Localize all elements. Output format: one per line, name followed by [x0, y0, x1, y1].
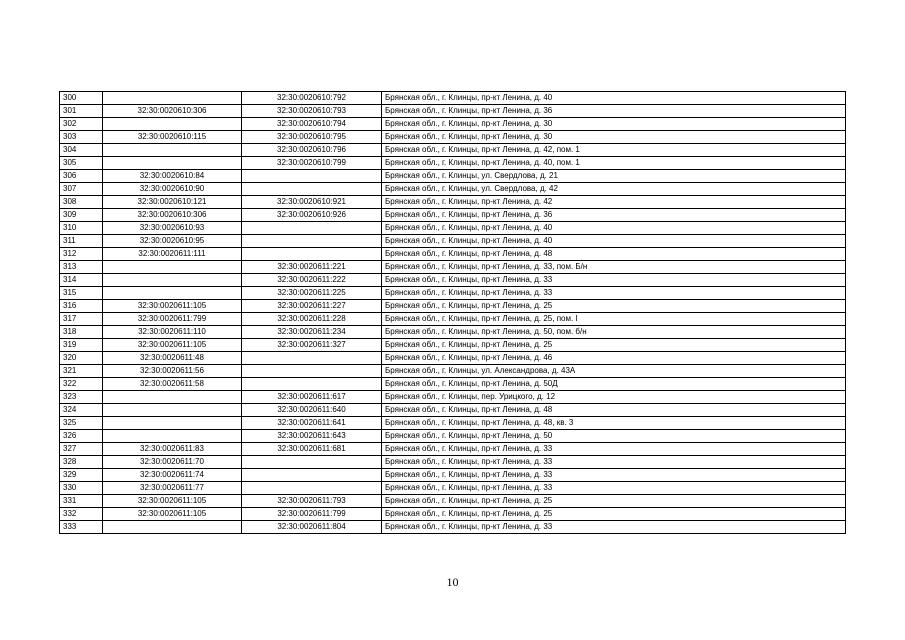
address-cell: Брянская обл., г. Клинцы, пр-кт Ленина, д. 48 [382, 248, 846, 261]
cadastral-number-cell [103, 274, 242, 287]
row-number-cell: 310 [60, 222, 103, 235]
cadastral-number-cell [103, 144, 242, 157]
row-number-cell: 330 [60, 482, 103, 495]
row-number-cell: 304 [60, 144, 103, 157]
object-cadastral-number-cell [242, 222, 382, 235]
address-cell: Брянская обл., г. Клинцы, пр-кт Ленина, д. 50 [382, 430, 846, 443]
object-cadastral-number-cell [242, 456, 382, 469]
object-cadastral-number-cell: 32:30:0020611:641 [242, 417, 382, 430]
object-cadastral-number-cell: 32:30:0020611:793 [242, 495, 382, 508]
table-row [60, 365, 846, 378]
row-number-cell: 302 [60, 118, 103, 131]
address-cell: Брянская обл., г. Клинцы, пр-кт Ленина, д. 25, пом. I [382, 313, 846, 326]
table-row [60, 144, 846, 157]
address-cell: Брянская обл., г. Клинцы, пр-кт Ленина, д. 25 [382, 339, 846, 352]
address-cell: Брянская обл., г. Клинцы, пр-кт Ленина, д. 40 [382, 92, 846, 105]
table-row [60, 521, 846, 534]
address-cell: Брянская обл., г. Клинцы, пр-кт Ленина, д. 42 [382, 196, 846, 209]
cadastral-number-cell: 32:30:0020610:93 [103, 222, 242, 235]
address-cell: Брянская обл., г. Клинцы, пр-кт Ленина, д. 25 [382, 300, 846, 313]
page-number: 10 [446, 575, 459, 589]
row-number-cell: 309 [60, 209, 103, 222]
cadastral-number-cell: 32:30:0020611:74 [103, 469, 242, 482]
object-cadastral-number-cell: 32:30:0020611:327 [242, 339, 382, 352]
cadastral-number-cell: 32:30:0020611:105 [103, 300, 242, 313]
row-number-cell: 318 [60, 326, 103, 339]
address-cell: Брянская обл., г. Клинцы, пр-кт Ленина, д. 50Д [382, 378, 846, 391]
address-cell: Брянская обл., г. Клинцы, пр-кт Ленина, д. 36 [382, 105, 846, 118]
table-row [60, 378, 846, 391]
object-cadastral-number-cell [242, 378, 382, 391]
object-cadastral-number-cell [242, 482, 382, 495]
cadastral-number-cell [103, 391, 242, 404]
address-cell: Брянская обл., г. Клинцы, пр-кт Ленина, д. 33 [382, 274, 846, 287]
row-number-cell: 305 [60, 157, 103, 170]
address-cell: Брянская обл., г. Клинцы, пр-кт Ленина, д. 33 [382, 456, 846, 469]
table-row [60, 326, 846, 339]
object-cadastral-number-cell: 32:30:0020610:796 [242, 144, 382, 157]
cadastral-number-cell [103, 157, 242, 170]
address-cell: Брянская обл., г. Клинцы, пр-кт Ленина, д. 48 [382, 404, 846, 417]
cadastral-number-cell: 32:30:0020611:48 [103, 352, 242, 365]
address-cell: Брянская обл., г. Клинцы, пер. Урицкого, д. 12 [382, 391, 846, 404]
cadastral-number-cell: 32:30:0020610:84 [103, 170, 242, 183]
row-number-cell: 327 [60, 443, 103, 456]
row-number-cell: 325 [60, 417, 103, 430]
row-number-cell: 314 [60, 274, 103, 287]
cadastral-number-cell [103, 287, 242, 300]
row-number-cell: 322 [60, 378, 103, 391]
row-number-cell: 315 [60, 287, 103, 300]
table-row [60, 339, 846, 352]
cadastral-number-cell: 32:30:0020611:105 [103, 339, 242, 352]
cadastral-number-cell: 32:30:0020611:110 [103, 326, 242, 339]
cadastral-number-cell: 32:30:0020610:115 [103, 131, 242, 144]
row-number-cell: 332 [60, 508, 103, 521]
object-cadastral-number-cell: 32:30:0020611:640 [242, 404, 382, 417]
address-cell: Брянская обл., г. Клинцы, пр-кт Ленина, д. 33 [382, 287, 846, 300]
object-cadastral-number-cell [242, 352, 382, 365]
object-cadastral-number-cell [242, 170, 382, 183]
row-number-cell: 306 [60, 170, 103, 183]
object-cadastral-number-cell: 32:30:0020610:921 [242, 196, 382, 209]
table-row [60, 222, 846, 235]
address-cell: Брянская обл., г. Клинцы, ул. Свердлова, д. 42 [382, 183, 846, 196]
object-cadastral-number-cell: 32:30:0020611:227 [242, 300, 382, 313]
address-cell: Брянская обл., г. Клинцы, пр-кт Ленина, д. 48, кв. 3 [382, 417, 846, 430]
address-cell: Брянская обл., г. Клинцы, пр-кт Ленина, д. 50, пом. б/н [382, 326, 846, 339]
row-number-cell: 311 [60, 235, 103, 248]
cadastral-number-cell: 32:30:0020610:306 [103, 105, 242, 118]
object-cadastral-number-cell: 32:30:0020610:926 [242, 209, 382, 222]
address-cell: Брянская обл., г. Клинцы, пр-кт Ленина, д. 40 [382, 222, 846, 235]
object-cadastral-number-cell: 32:30:0020611:225 [242, 287, 382, 300]
cadastral-number-cell: 32:30:0020610:90 [103, 183, 242, 196]
cadastral-number-cell: 32:30:0020611:58 [103, 378, 242, 391]
address-cell: Брянская обл., г. Клинцы, пр-кт Ленина, д. 33 [382, 521, 846, 534]
table-row [60, 287, 846, 300]
row-number-cell: 324 [60, 404, 103, 417]
address-cell: Брянская обл., г. Клинцы, пр-кт Ленина, д. 30 [382, 131, 846, 144]
row-number-cell: 329 [60, 469, 103, 482]
table-body [60, 92, 846, 534]
row-number-cell: 317 [60, 313, 103, 326]
table-row [60, 391, 846, 404]
cadastral-number-cell [103, 521, 242, 534]
object-cadastral-number-cell: 32:30:0020610:794 [242, 118, 382, 131]
object-cadastral-number-cell: 32:30:0020611:799 [242, 508, 382, 521]
object-cadastral-number-cell: 32:30:0020611:234 [242, 326, 382, 339]
cadastral-number-cell [103, 261, 242, 274]
address-cell: Брянская обл., г. Клинцы, пр-кт Ленина, д. 36 [382, 209, 846, 222]
object-cadastral-number-cell [242, 183, 382, 196]
table-row [60, 92, 846, 105]
cadastral-number-cell [103, 404, 242, 417]
object-cadastral-number-cell: 32:30:0020611:617 [242, 391, 382, 404]
row-number-cell: 312 [60, 248, 103, 261]
object-cadastral-number-cell [242, 365, 382, 378]
table-row [60, 131, 846, 144]
object-cadastral-number-cell [242, 235, 382, 248]
object-cadastral-number-cell: 32:30:0020610:799 [242, 157, 382, 170]
table-row [60, 209, 846, 222]
table-row [60, 443, 846, 456]
row-number-cell: 316 [60, 300, 103, 313]
cadastral-number-cell [103, 92, 242, 105]
object-cadastral-number-cell: 32:30:0020611:804 [242, 521, 382, 534]
row-number-cell: 323 [60, 391, 103, 404]
address-cell: Брянская обл., г. Клинцы, пр-кт Ленина, д. 33 [382, 482, 846, 495]
address-cell: Брянская обл., г. Клинцы, пр-кт Ленина, д. 30 [382, 118, 846, 131]
address-cell: Брянская обл., г. Клинцы, пр-кт Ленина, д. 40 [382, 235, 846, 248]
row-number-cell: 308 [60, 196, 103, 209]
row-number-cell: 303 [60, 131, 103, 144]
cadastral-number-cell: 32:30:0020610:95 [103, 235, 242, 248]
table-row [60, 417, 846, 430]
table-row [60, 274, 846, 287]
address-cell: Брянская обл., г. Клинцы, пр-кт Ленина, д. 33, пом. Б/н [382, 261, 846, 274]
table-row [60, 404, 846, 417]
object-cadastral-number-cell: 32:30:0020611:681 [242, 443, 382, 456]
cadastral-number-cell: 32:30:0020611:799 [103, 313, 242, 326]
row-number-cell: 301 [60, 105, 103, 118]
address-cell: Брянская обл., г. Клинцы, пр-кт Ленина, д. 46 [382, 352, 846, 365]
address-cell: Брянская обл., г. Клинцы, ул. Свердлова, д. 21 [382, 170, 846, 183]
cadastral-number-cell: 32:30:0020611:105 [103, 495, 242, 508]
table-row [60, 261, 846, 274]
table-row [60, 352, 846, 365]
table-row [60, 456, 846, 469]
address-cell: Брянская обл., г. Клинцы, пр-кт Ленина, д. 33 [382, 469, 846, 482]
row-number-cell: 319 [60, 339, 103, 352]
cadastral-number-cell: 32:30:0020611:111 [103, 248, 242, 261]
row-number-cell: 320 [60, 352, 103, 365]
table-row [60, 183, 846, 196]
row-number-cell: 333 [60, 521, 103, 534]
address-cell: Брянская обл., г. Клинцы, пр-кт Ленина, д. 33 [382, 443, 846, 456]
object-cadastral-number-cell: 32:30:0020611:221 [242, 261, 382, 274]
table-row [60, 118, 846, 131]
row-number-cell: 307 [60, 183, 103, 196]
object-cadastral-number-cell: 32:30:0020610:792 [242, 92, 382, 105]
cadastral-number-cell [103, 118, 242, 131]
row-number-cell: 326 [60, 430, 103, 443]
table-row [60, 313, 846, 326]
table-row [60, 105, 846, 118]
table-row [60, 300, 846, 313]
address-cell: Брянская обл., г. Клинцы, пр-кт Ленина, д. 40, пом. 1 [382, 157, 846, 170]
table-row [60, 248, 846, 261]
row-number-cell: 313 [60, 261, 103, 274]
table-row [60, 170, 846, 183]
object-cadastral-number-cell: 32:30:0020611:228 [242, 313, 382, 326]
cadastral-table [59, 91, 846, 534]
address-cell: Брянская обл., г. Клинцы, пр-кт Ленина, д. 42, пом. 1 [382, 144, 846, 157]
cadastral-number-cell: 32:30:0020610:121 [103, 196, 242, 209]
table-row [60, 157, 846, 170]
table-row [60, 482, 846, 495]
object-cadastral-number-cell: 32:30:0020610:795 [242, 131, 382, 144]
address-cell: Брянская обл., г. Клинцы, пр-кт Ленина, д. 25 [382, 508, 846, 521]
row-number-cell: 331 [60, 495, 103, 508]
cadastral-number-cell [103, 417, 242, 430]
cadastral-number-cell: 32:30:0020611:56 [103, 365, 242, 378]
row-number-cell: 300 [60, 92, 103, 105]
table-row [60, 196, 846, 209]
object-cadastral-number-cell: 32:30:0020610:793 [242, 105, 382, 118]
table-row [60, 495, 846, 508]
cadastral-number-cell: 32:30:0020611:70 [103, 456, 242, 469]
object-cadastral-number-cell: 32:30:0020611:643 [242, 430, 382, 443]
object-cadastral-number-cell [242, 469, 382, 482]
cadastral-number-cell: 32:30:0020611:77 [103, 482, 242, 495]
address-cell: Брянская обл., г. Клинцы, пр-кт Ленина, д. 25 [382, 495, 846, 508]
row-number-cell: 321 [60, 365, 103, 378]
table-row [60, 508, 846, 521]
cadastral-number-cell: 32:30:0020611:83 [103, 443, 242, 456]
object-cadastral-number-cell [242, 248, 382, 261]
object-cadastral-number-cell: 32:30:0020611:222 [242, 274, 382, 287]
row-number-cell: 328 [60, 456, 103, 469]
address-cell: Брянская обл., г. Клинцы, ул. Александрова, д. 43А [382, 365, 846, 378]
cadastral-number-cell: 32:30:0020610:306 [103, 209, 242, 222]
cadastral-number-cell [103, 430, 242, 443]
table-row [60, 430, 846, 443]
cadastral-number-cell: 32:30:0020611:105 [103, 508, 242, 521]
table-row [60, 235, 846, 248]
table-row [60, 469, 846, 482]
